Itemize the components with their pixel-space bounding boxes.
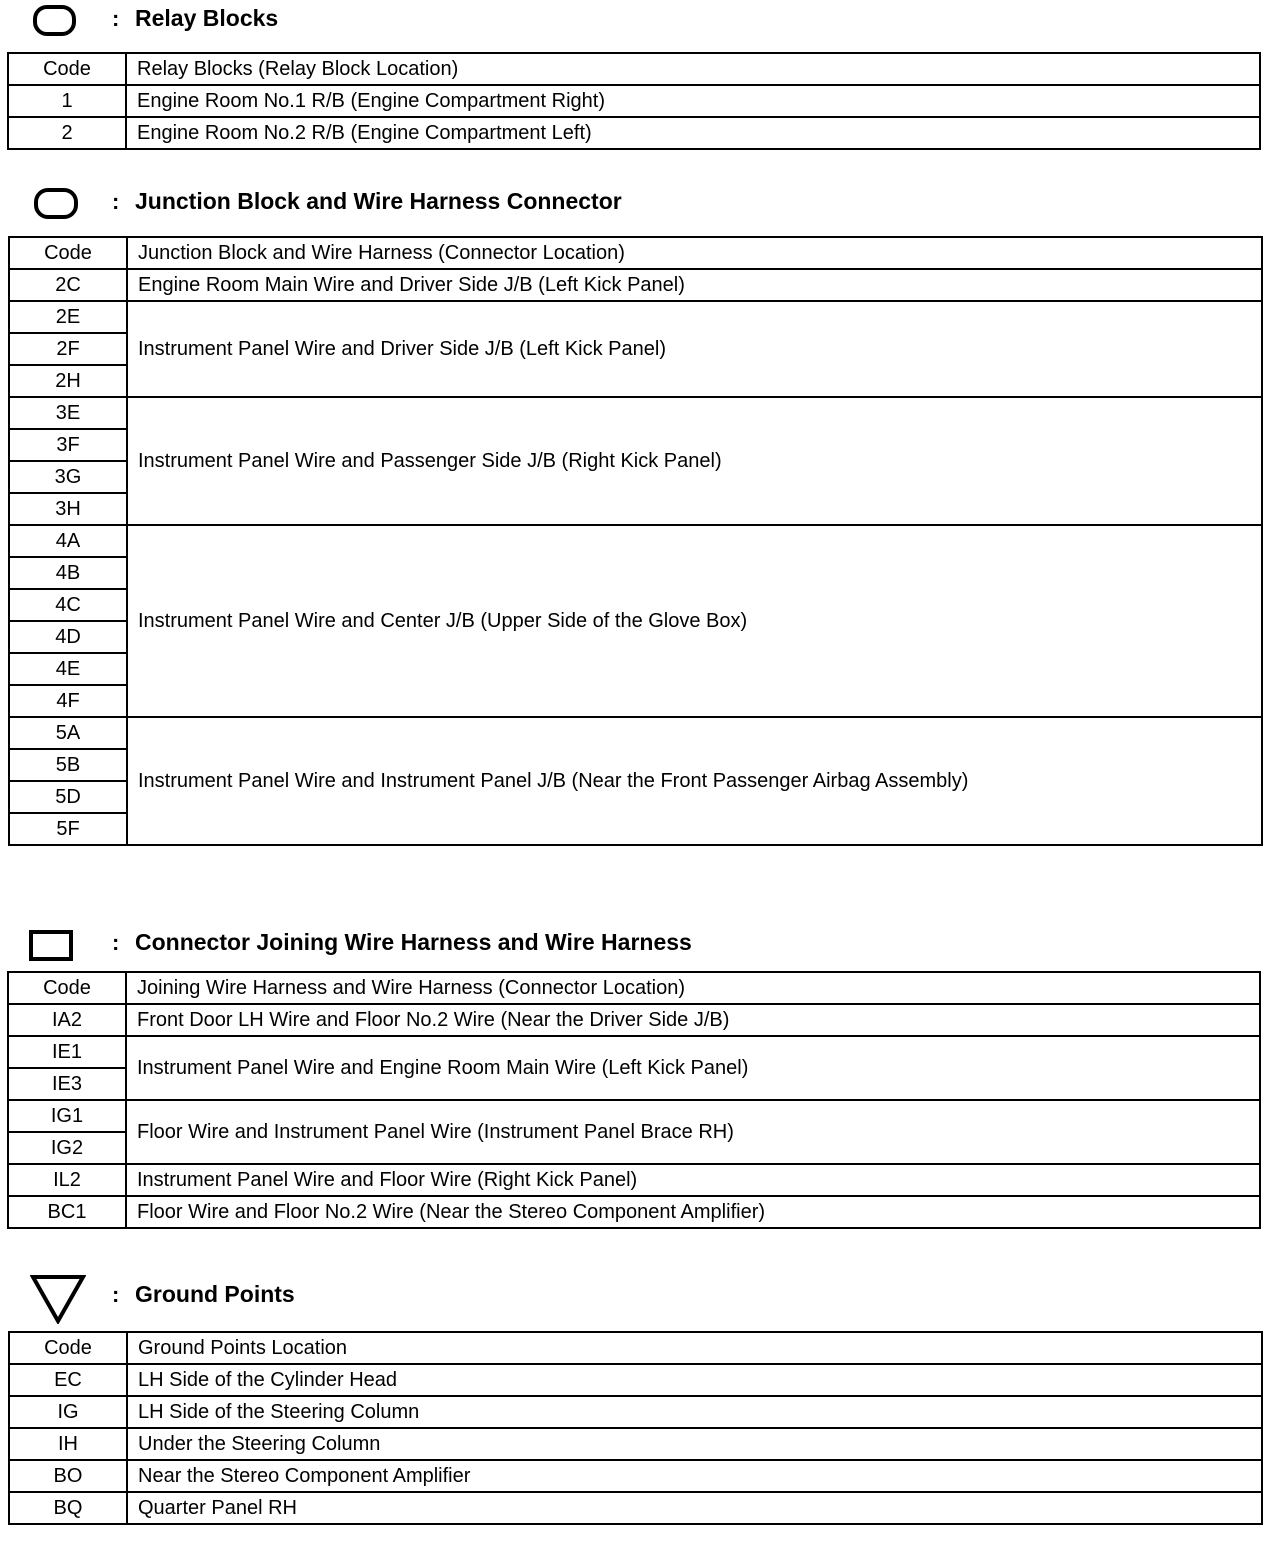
code-cell: EC	[9, 1364, 127, 1396]
table-row	[9, 397, 1262, 429]
relay-blocks-table	[7, 52, 1261, 150]
code-cell: IL2	[8, 1164, 126, 1196]
table-row	[9, 525, 1262, 557]
location-cell: Quarter Panel RH	[127, 1492, 1262, 1524]
location-cell: Instrument Panel Wire and Engine Room Main Wire (Left Kick Panel)	[126, 1036, 1260, 1100]
code-cell: 2E	[9, 301, 127, 333]
table-header-row	[8, 972, 1260, 1004]
ground-points-heading	[0, 1272, 1280, 1324]
table-row	[9, 301, 1262, 333]
connector-table	[7, 971, 1261, 1229]
table-header-row	[9, 237, 1262, 269]
ground-points-table	[8, 1331, 1263, 1525]
code-cell: BC1	[8, 1196, 126, 1228]
location-cell: Instrument Panel Wire and Instrument Panel J/B (Near the Front Passenger Airbag Assembly)	[127, 717, 1262, 845]
location-cell: Engine Room No.2 R/B (Engine Compartment Left)	[126, 117, 1260, 149]
table-row	[8, 1164, 1260, 1196]
section-title: Relay Blocks	[135, 5, 279, 31]
code-cell: IG1	[8, 1100, 126, 1132]
table-header-row	[9, 1332, 1262, 1364]
code-cell: 4C	[9, 589, 127, 621]
code-cell: 2C	[9, 269, 127, 301]
location-cell: Under the Steering Column	[127, 1428, 1262, 1460]
code-cell: IH	[9, 1428, 127, 1460]
code-cell: 4F	[9, 685, 127, 717]
location-cell: Near the Stereo Component Amplifier	[127, 1460, 1262, 1492]
code-cell: 3F	[9, 429, 127, 461]
section-title: Junction Block and Wire Harness Connector	[135, 188, 622, 214]
junction-block-heading	[0, 184, 1280, 224]
table-row	[8, 117, 1260, 149]
junction-block-table	[8, 236, 1263, 846]
column-header-location: Relay Blocks (Relay Block Location)	[126, 53, 1260, 85]
table-row	[9, 269, 1262, 301]
code-cell: 5A	[9, 717, 127, 749]
code-cell: 4A	[9, 525, 127, 557]
code-cell: IE3	[8, 1068, 126, 1100]
location-cell: Instrument Panel Wire and Floor Wire (Right Kick Panel)	[126, 1164, 1260, 1196]
column-header-location: Joining Wire Harness and Wire Harness (Connector Location)	[126, 972, 1260, 1004]
section-title: Connector Joining Wire Harness and Wire Harness	[135, 929, 692, 955]
table-row	[9, 1364, 1262, 1396]
code-cell: 4E	[9, 653, 127, 685]
column-header-code: Code	[8, 53, 126, 85]
location-cell: Front Door LH Wire and Floor No.2 Wire (Near the Driver Side J/B)	[126, 1004, 1260, 1036]
location-cell: Engine Room No.1 R/B (Engine Compartment Right)	[126, 85, 1260, 117]
rounded-rect-icon	[33, 5, 76, 36]
location-cell: LH Side of the Cylinder Head	[127, 1364, 1262, 1396]
heading-colon: :	[112, 6, 120, 31]
code-cell: IE1	[8, 1036, 126, 1068]
table-row	[8, 1100, 1260, 1132]
heading-colon: :	[112, 930, 120, 955]
code-cell: 3H	[9, 493, 127, 525]
code-cell: 2	[8, 117, 126, 149]
triangle-down-icon	[30, 1274, 86, 1324]
code-cell: BQ	[9, 1492, 127, 1524]
table-row	[8, 1196, 1260, 1228]
rectangle-icon	[29, 930, 73, 961]
relay-blocks-heading	[0, 0, 1280, 40]
location-cell: Instrument Panel Wire and Driver Side J/B (Left Kick Panel)	[127, 301, 1262, 397]
code-cell: 1	[8, 85, 126, 117]
code-cell: 2F	[9, 333, 127, 365]
column-header-code: Code	[9, 1332, 127, 1364]
column-header-code: Code	[8, 972, 126, 1004]
code-cell: BO	[9, 1460, 127, 1492]
table-row	[8, 1036, 1260, 1068]
location-cell: LH Side of the Steering Column	[127, 1396, 1262, 1428]
table-row	[9, 717, 1262, 749]
table-row	[9, 1460, 1262, 1492]
column-header-location: Ground Points Location	[127, 1332, 1262, 1364]
table-header-row	[8, 53, 1260, 85]
location-cell: Engine Room Main Wire and Driver Side J/B (Left Kick Panel)	[127, 269, 1262, 301]
heading-colon: :	[112, 1282, 120, 1307]
code-cell: 5F	[9, 813, 127, 845]
table-row	[9, 1396, 1262, 1428]
rounded-rect-icon	[34, 188, 78, 219]
code-cell: 5B	[9, 749, 127, 781]
location-cell: Instrument Panel Wire and Center J/B (Upper Side of the Glove Box)	[127, 525, 1262, 717]
code-cell: 2H	[9, 365, 127, 397]
code-cell: IG2	[8, 1132, 126, 1164]
table-row	[9, 1428, 1262, 1460]
table-row	[9, 1492, 1262, 1524]
table-row	[8, 85, 1260, 117]
section-title: Ground Points	[135, 1281, 295, 1307]
connector-heading	[0, 925, 1280, 965]
column-header-location: Junction Block and Wire Harness (Connector Location)	[127, 237, 1262, 269]
code-cell: IG	[9, 1396, 127, 1428]
code-cell: 5D	[9, 781, 127, 813]
location-cell: Floor Wire and Floor No.2 Wire (Near the Stereo Component Amplifier)	[126, 1196, 1260, 1228]
location-cell: Floor Wire and Instrument Panel Wire (Instrument Panel Brace RH)	[126, 1100, 1260, 1164]
code-cell: 3G	[9, 461, 127, 493]
code-cell: IA2	[8, 1004, 126, 1036]
code-cell: 3E	[9, 397, 127, 429]
heading-colon: :	[112, 189, 120, 214]
table-row	[8, 1004, 1260, 1036]
location-cell: Instrument Panel Wire and Passenger Side J/B (Right Kick Panel)	[127, 397, 1262, 525]
code-cell: 4B	[9, 557, 127, 589]
code-cell: 4D	[9, 621, 127, 653]
column-header-code: Code	[9, 237, 127, 269]
